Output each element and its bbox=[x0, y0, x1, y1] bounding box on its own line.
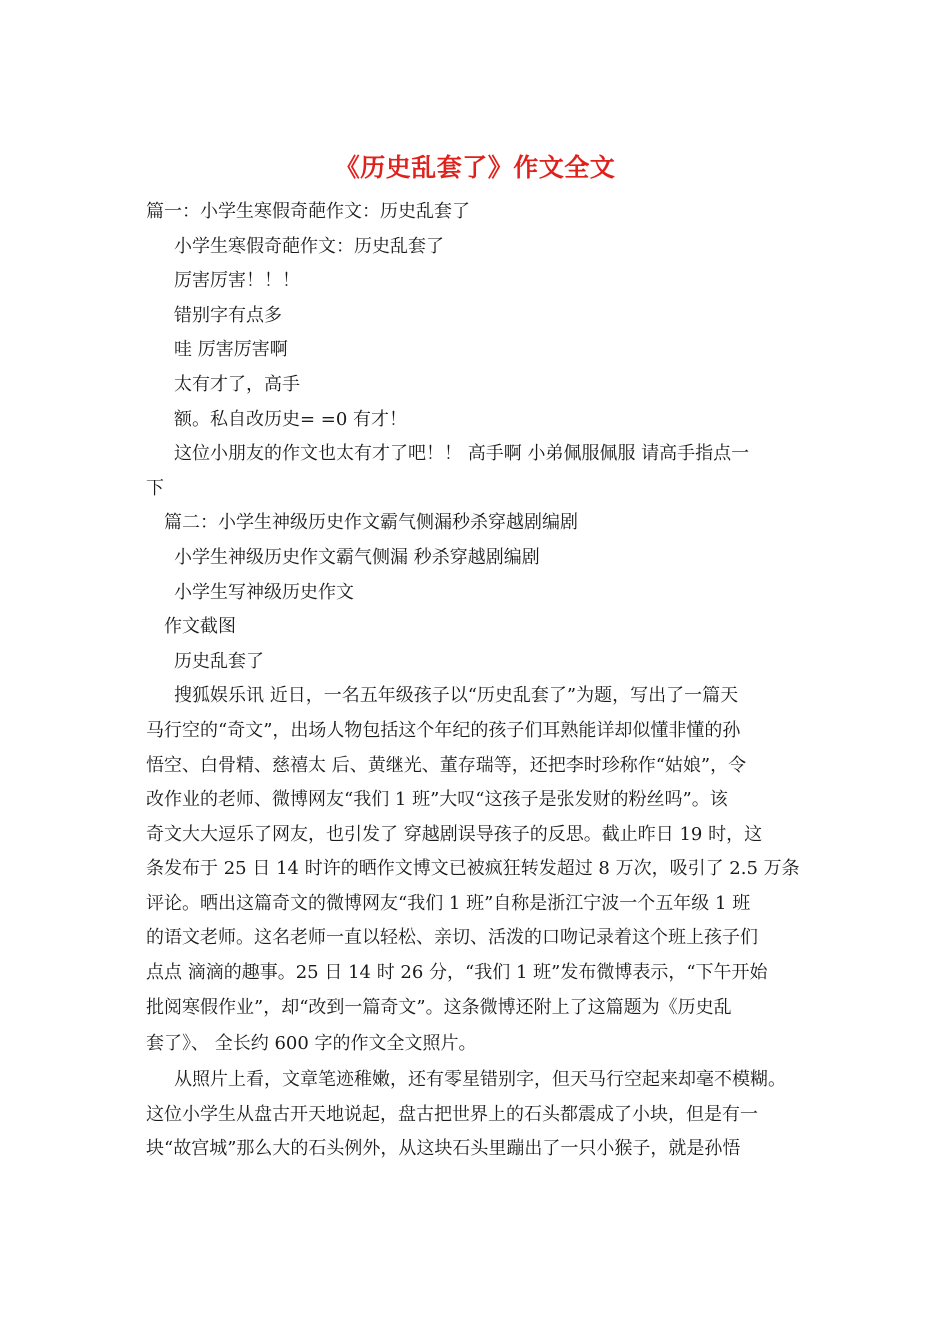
text-line: 错别字有点多 bbox=[174, 304, 282, 326]
text-line: 小学生写神级历史作文 bbox=[174, 581, 354, 603]
paragraph-line: 奇文大大逗乐了网友，也引发了 穿越剧误导孩子的反思。截止昨日 19 时，这 bbox=[146, 823, 763, 845]
text-line: 小学生寒假奇葩作文：历史乱套了 bbox=[174, 235, 444, 257]
paragraph-line: 这位小学生从盘古开天地说起，盘古把世界上的石头都震成了小块，但是有一 bbox=[146, 1103, 758, 1125]
paragraph-line: 的语文老师。这名老师一直以轻松、亲切、活泼的口吻记录着这个班上孩子们 bbox=[146, 927, 758, 949]
document-body bbox=[146, 195, 826, 1167]
document-title: 《历史乱套了》作文全文 bbox=[334, 153, 616, 182]
paragraph-line: 马行空的“奇文”，出场人物包括这个年纪的孩子们耳熟能详却似懂非懂的孙 bbox=[146, 719, 741, 741]
paragraph-line: 块“故宫城”那么大的石头例外，从这块石头里蹦出了一只小猴子，就是孙悟 bbox=[146, 1138, 741, 1160]
section-heading: 篇二：小学生神级历史作文霸气侧漏秒杀穿越剧编剧 bbox=[164, 512, 578, 534]
text-line: 额。私自改历史= =0 有才！ bbox=[174, 408, 408, 430]
text-line: 历史乱套了 bbox=[174, 650, 264, 672]
paragraph-line: 改作业的老师、微博网友“我们 1 班”大叹“这孩子是张发财的粉丝吗”。该 bbox=[146, 789, 728, 811]
paragraph-line: 批阅寒假作业”，却“改到一篇奇文”。这条微博还附上了这篇题为《历史乱 bbox=[146, 996, 732, 1018]
paragraph-line: 悟空、白骨精、慈禧太 后、黄继光、董存瑞等，还把李时珍称作“姑娘”，令 bbox=[146, 754, 747, 776]
text-line: 小学生神级历史作文霸气侧漏 秒杀穿越剧编剧 bbox=[174, 546, 540, 568]
text-line: 这位小朋友的作文也太有才了吧！！ 高手啊 小弟佩服佩服 请高手指点一 bbox=[174, 443, 750, 465]
paragraph-line: 从照片上看，文章笔迹稚嫩，还有零星错别字，但天马行空起来却毫不模糊。 bbox=[174, 1069, 786, 1091]
paragraph-line: 搜狐娱乐讯 近日，一名五年级孩子以“历史乱套了”为题，写出了一篇天 bbox=[174, 685, 739, 707]
section-heading: 篇一：小学生寒假奇葩作文：历史乱套了 bbox=[146, 201, 470, 222]
text-line: 哇 厉害厉害啊 bbox=[174, 339, 288, 361]
paragraph-line: 点点 滴滴的趣事。25 日 14 时 26 分，“我们 1 班”发布微博表示，“下午开始 bbox=[146, 962, 768, 984]
paragraph-line: 评论。晒出这篇奇文的微博网友“我们 1 班”自称是浙江宁波一个五年级 1 班 bbox=[146, 892, 751, 914]
text-line: 作文截图 bbox=[164, 616, 236, 638]
paragraph-line: 套了》、 全长约 600 字的作文全文照片。 bbox=[146, 1033, 477, 1055]
text-line: 太有才了，高手 bbox=[174, 373, 300, 395]
text-line: 厉害厉害！！！ bbox=[174, 270, 300, 292]
paragraph-line: 条发布于 25 日 14 时许的晒作文博文已被疯狂转发超过 8 万次，吸引了 2.5 万条 bbox=[146, 858, 800, 880]
text-line: 下 bbox=[146, 477, 164, 499]
